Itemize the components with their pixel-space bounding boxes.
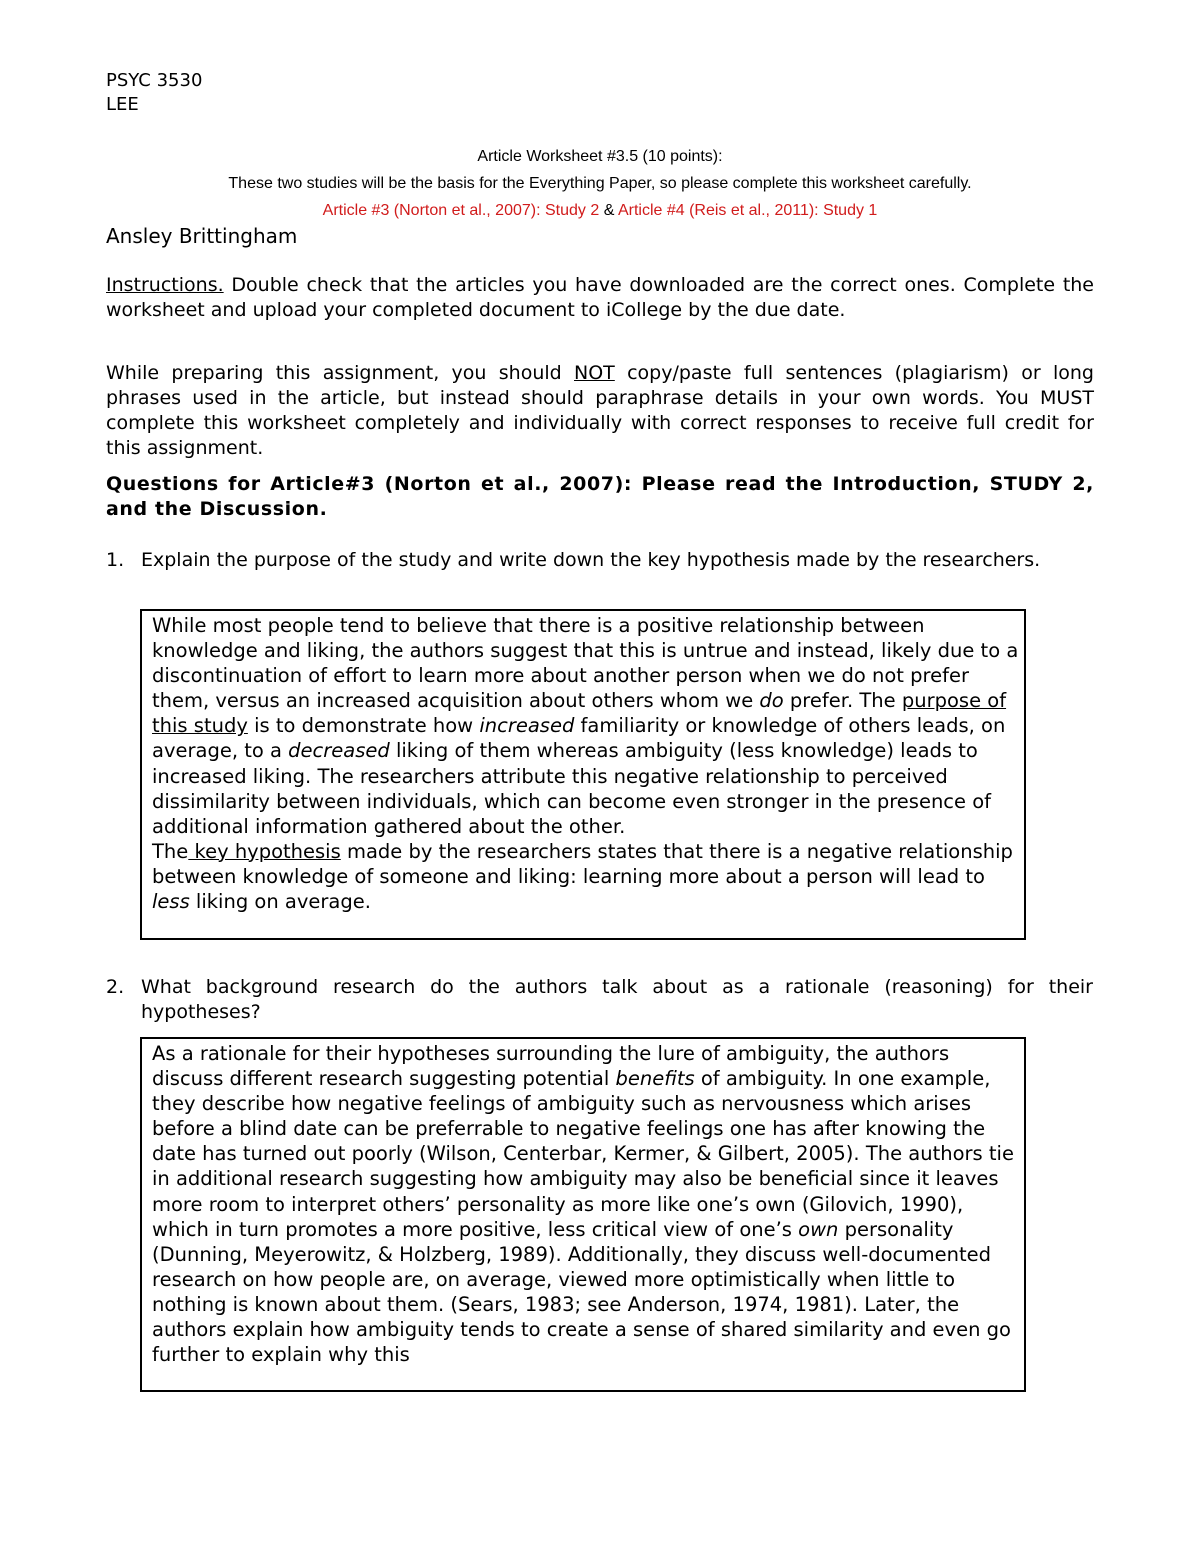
- instructions-text: Double check that the articles you have downloaded are the correct ones. Complete the worksheet and upload your completed document to iCollege by the due date.: [106, 274, 1094, 321]
- answer-2-own: own: [798, 1217, 839, 1241]
- answer-1-text-1: While most people tend to believe that there is a positive relationship between knowledge and liking, the authors suggest that this is untrue and instead, likely due to a discontinuation of effort to learn more about another person when we do not prefer them, versus an increased acquisition about others whom we: [152, 614, 1019, 713]
- article-4-reference: Article #4 (Reis et al., 2011): Study 1: [617, 202, 878, 219]
- answer-2-benefits: benefits: [615, 1067, 695, 1091]
- answer-1-text-2: prefer. The: [783, 689, 902, 713]
- article-references: [106, 201, 1094, 221]
- answer-1-key-hypothesis: key hypothesis: [188, 839, 341, 863]
- answer-1-the: The: [152, 839, 189, 863]
- plagiarism-text-a: While preparing this assignment, you should: [106, 362, 575, 384]
- student-name: Ansley Brittingham: [106, 224, 298, 248]
- answer-1-box: [140, 609, 1026, 940]
- question-1-number: 1.: [106, 549, 125, 571]
- answer-1-text-7: liking on average.: [189, 890, 371, 914]
- question-1-text: Explain the purpose of the study and write down the key hypothesis made by the researchers.: [141, 549, 1041, 571]
- instructions-label: Instructions.: [106, 274, 224, 296]
- answer-2-paragraph: [152, 1041, 1024, 1367]
- answer-2-text-3: personality (Dunning, Meyerowitz, & Holzberg, 1989). Additionally, they discuss well-documented research on how people are, on average, viewed more optimistically when little to nothing is known about them. (Sears, 1983; see Anderson, 1974, 1981). Later, the authors explain how ambiguity tends to create a sense of shared similarity and even go further to explain why this: [152, 1217, 1011, 1367]
- answer-1-do: do: [759, 689, 784, 713]
- answer-1-less: less: [152, 890, 190, 914]
- answer-1-paragraph: [152, 613, 1024, 839]
- worksheet-subtitle: These two studies will be the basis for the Everything Paper, so please complete this worksheet carefully.: [228, 175, 972, 192]
- answer-1-increased: increased: [479, 714, 575, 738]
- section-heading: Questions for Article#3 (Norton et al., 2007): Please read the Introduction, STUDY 2, and the Discussion.: [106, 473, 1094, 520]
- not-emphasis: NOT: [574, 362, 615, 384]
- plagiarism-paragraph: [106, 361, 1094, 461]
- answer-1-hypothesis: [152, 839, 1024, 914]
- answer-1-text-6: made by the researchers states that there is a negative relationship between knowledge of someone and liking: learning more about a person will lead to: [152, 839, 1013, 888]
- answer-1-text-4: familiarity or knowledge of others leads, on average, to a: [152, 714, 1006, 763]
- answer-2-box: [140, 1037, 1026, 1392]
- answer-2-text-2: of ambiguity. In one example, they describe how negative feelings of ambiguity such as nervousness which arises before a blind date can be preferrable to negative feelings one has after knowing the date has turned out poorly (Wilson, Centerbar, Kermer, & Gilbert, 2005). The authors tie in additional research suggesting how ambiguity may also be beneficial since it leaves more room to interpret others’ personality as more like one’s own (Gilovich, 1990), which in turn promotes a more positive, less critical view of one’s: [152, 1067, 1014, 1241]
- question-2-text: What background research do the authors talk about as a rationale (reasoning) for their hypotheses?: [141, 976, 1093, 1023]
- answer-1-text-5: liking of them whereas ambiguity (less knowledge) leads to increased liking. The researchers attribute this negative relationship to perceived dissimilarity between individuals, which can become even stronger in the presence of additional information gathered about the other.: [152, 739, 992, 838]
- answer-1-purpose: purpose of this study: [152, 689, 1007, 738]
- answer-1-decreased: decreased: [288, 739, 390, 763]
- answer-1-text-3: is to demonstrate how: [247, 714, 480, 738]
- worksheet-title: Article Worksheet #3.5 (10 points):: [477, 148, 723, 165]
- instructor-name: LEE: [106, 94, 139, 115]
- ampersand: &: [599, 202, 618, 219]
- course-code: PSYC 3530: [106, 70, 203, 91]
- instructions-paragraph: [106, 273, 1094, 323]
- plagiarism-text-b: copy/paste full sentences (plagiarism) or long phrases used in the article, but instead should paraphrase details in your own words. You MUST complete this worksheet completely and individually with correct responses to receive full credit for this assignment.: [106, 362, 1094, 459]
- question-2-number: 2.: [106, 976, 125, 998]
- answer-2-text-1: As a rationale for their hypotheses surrounding the lure of ambiguity, the authors discuss different research suggesting potential: [152, 1042, 950, 1091]
- article-3-reference: Article #3 (Norton et al., 2007): Study 2: [322, 202, 600, 219]
